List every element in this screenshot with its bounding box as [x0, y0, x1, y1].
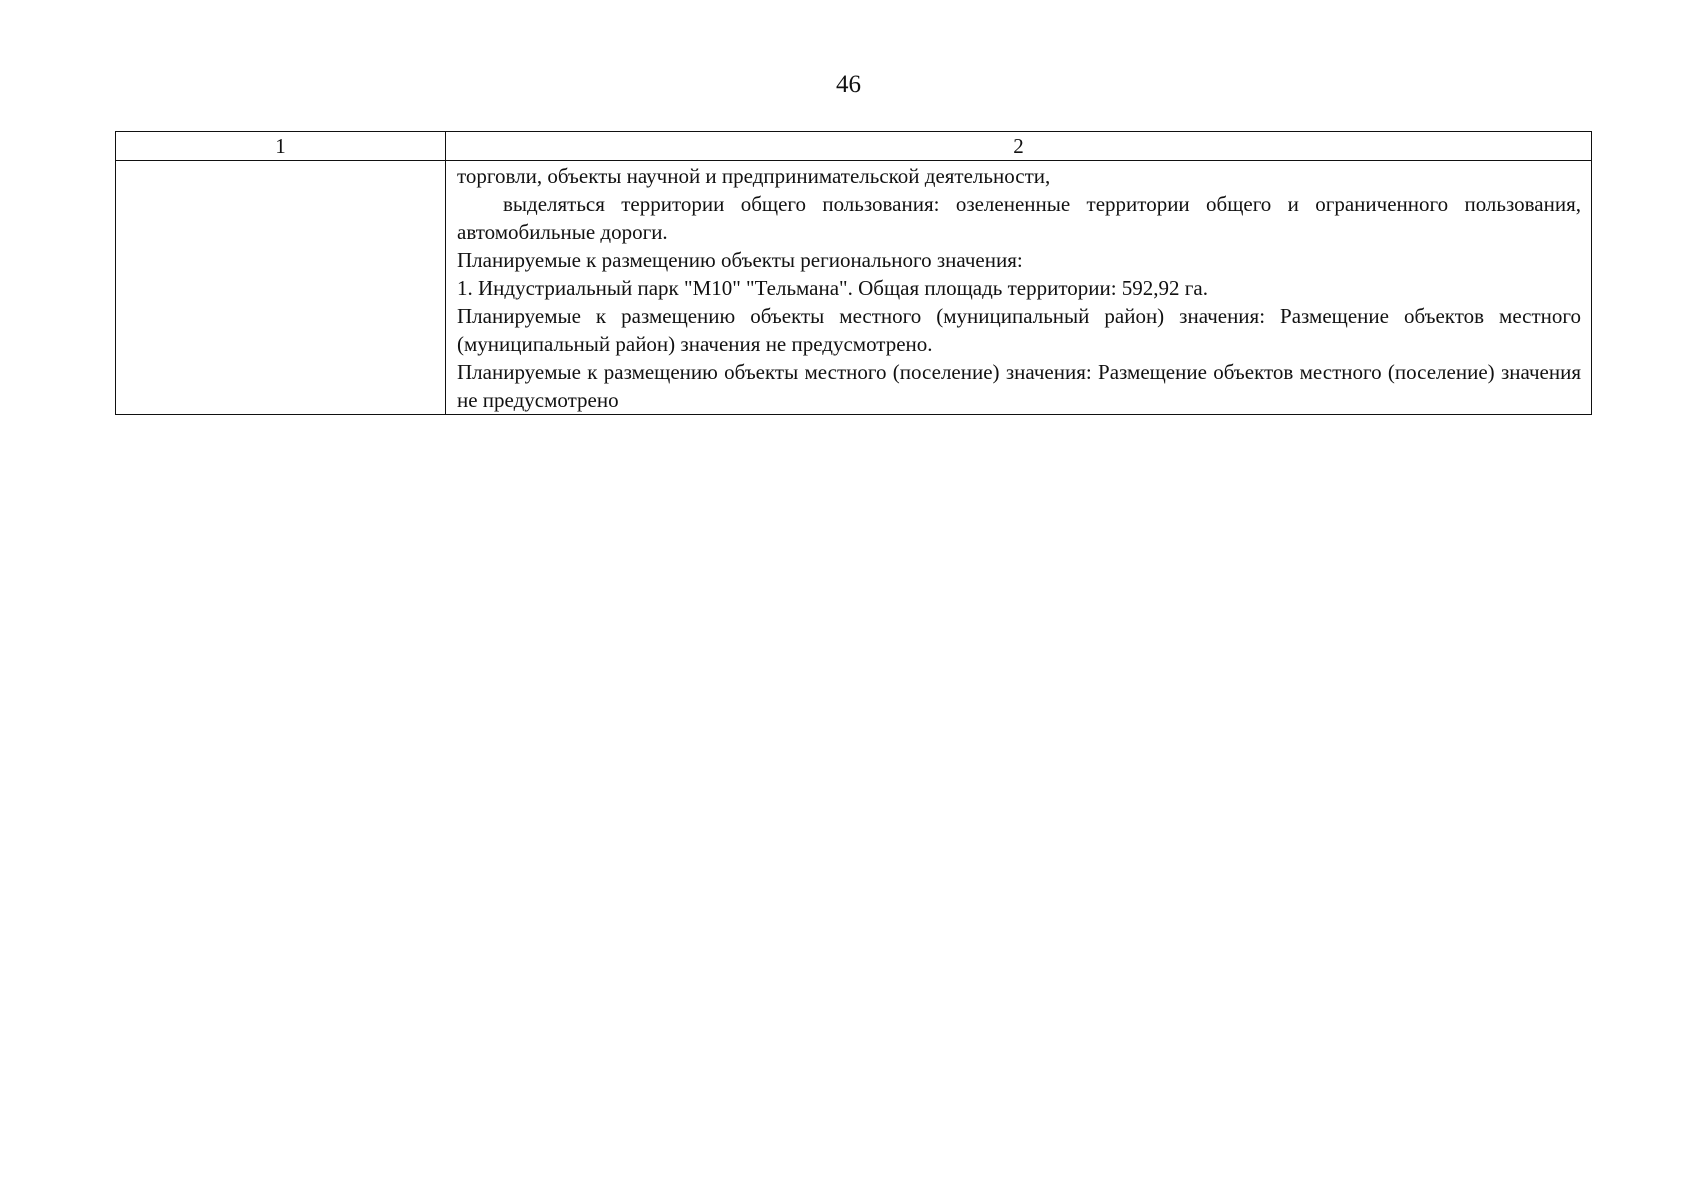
- paragraph-industrial-park: 1. Индустриальный парк "М10" "Тельмана". Общая площадь территории: 592,92 га.: [457, 276, 1208, 300]
- table-cell-col-2: [446, 161, 1592, 415]
- paragraph-regional-objects-heading: Планируемые к размещению объекты регионального значения:: [457, 248, 1023, 272]
- paragraph-district-objects: Планируемые к размещению объекты местного (муниципальный район) значения: Размещение объектов местного (муниципальный район) значения не предусмотрено.: [457, 304, 1581, 356]
- column-header-1: 1: [116, 132, 446, 161]
- paragraph-public-territories: выделяться территории общего пользования: озелененные территории общего и ограниченного пользования, автомобильные дороги.: [457, 192, 1581, 244]
- table-header-row: [116, 132, 1592, 161]
- paragraph-trade-objects: торговли, объекты научной и предпринимательской деятельности,: [457, 164, 1051, 188]
- document-table: [115, 131, 1592, 415]
- table-row: [116, 161, 1592, 415]
- column-header-2: 2: [446, 132, 1592, 161]
- page-number: 46: [836, 71, 861, 98]
- table-cell-col-1: [116, 161, 446, 415]
- paragraph-settlement-objects: Планируемые к размещению объекты местного (поселение) значения: Размещение объектов местного (поселение) значения не предусмотрено: [457, 360, 1581, 412]
